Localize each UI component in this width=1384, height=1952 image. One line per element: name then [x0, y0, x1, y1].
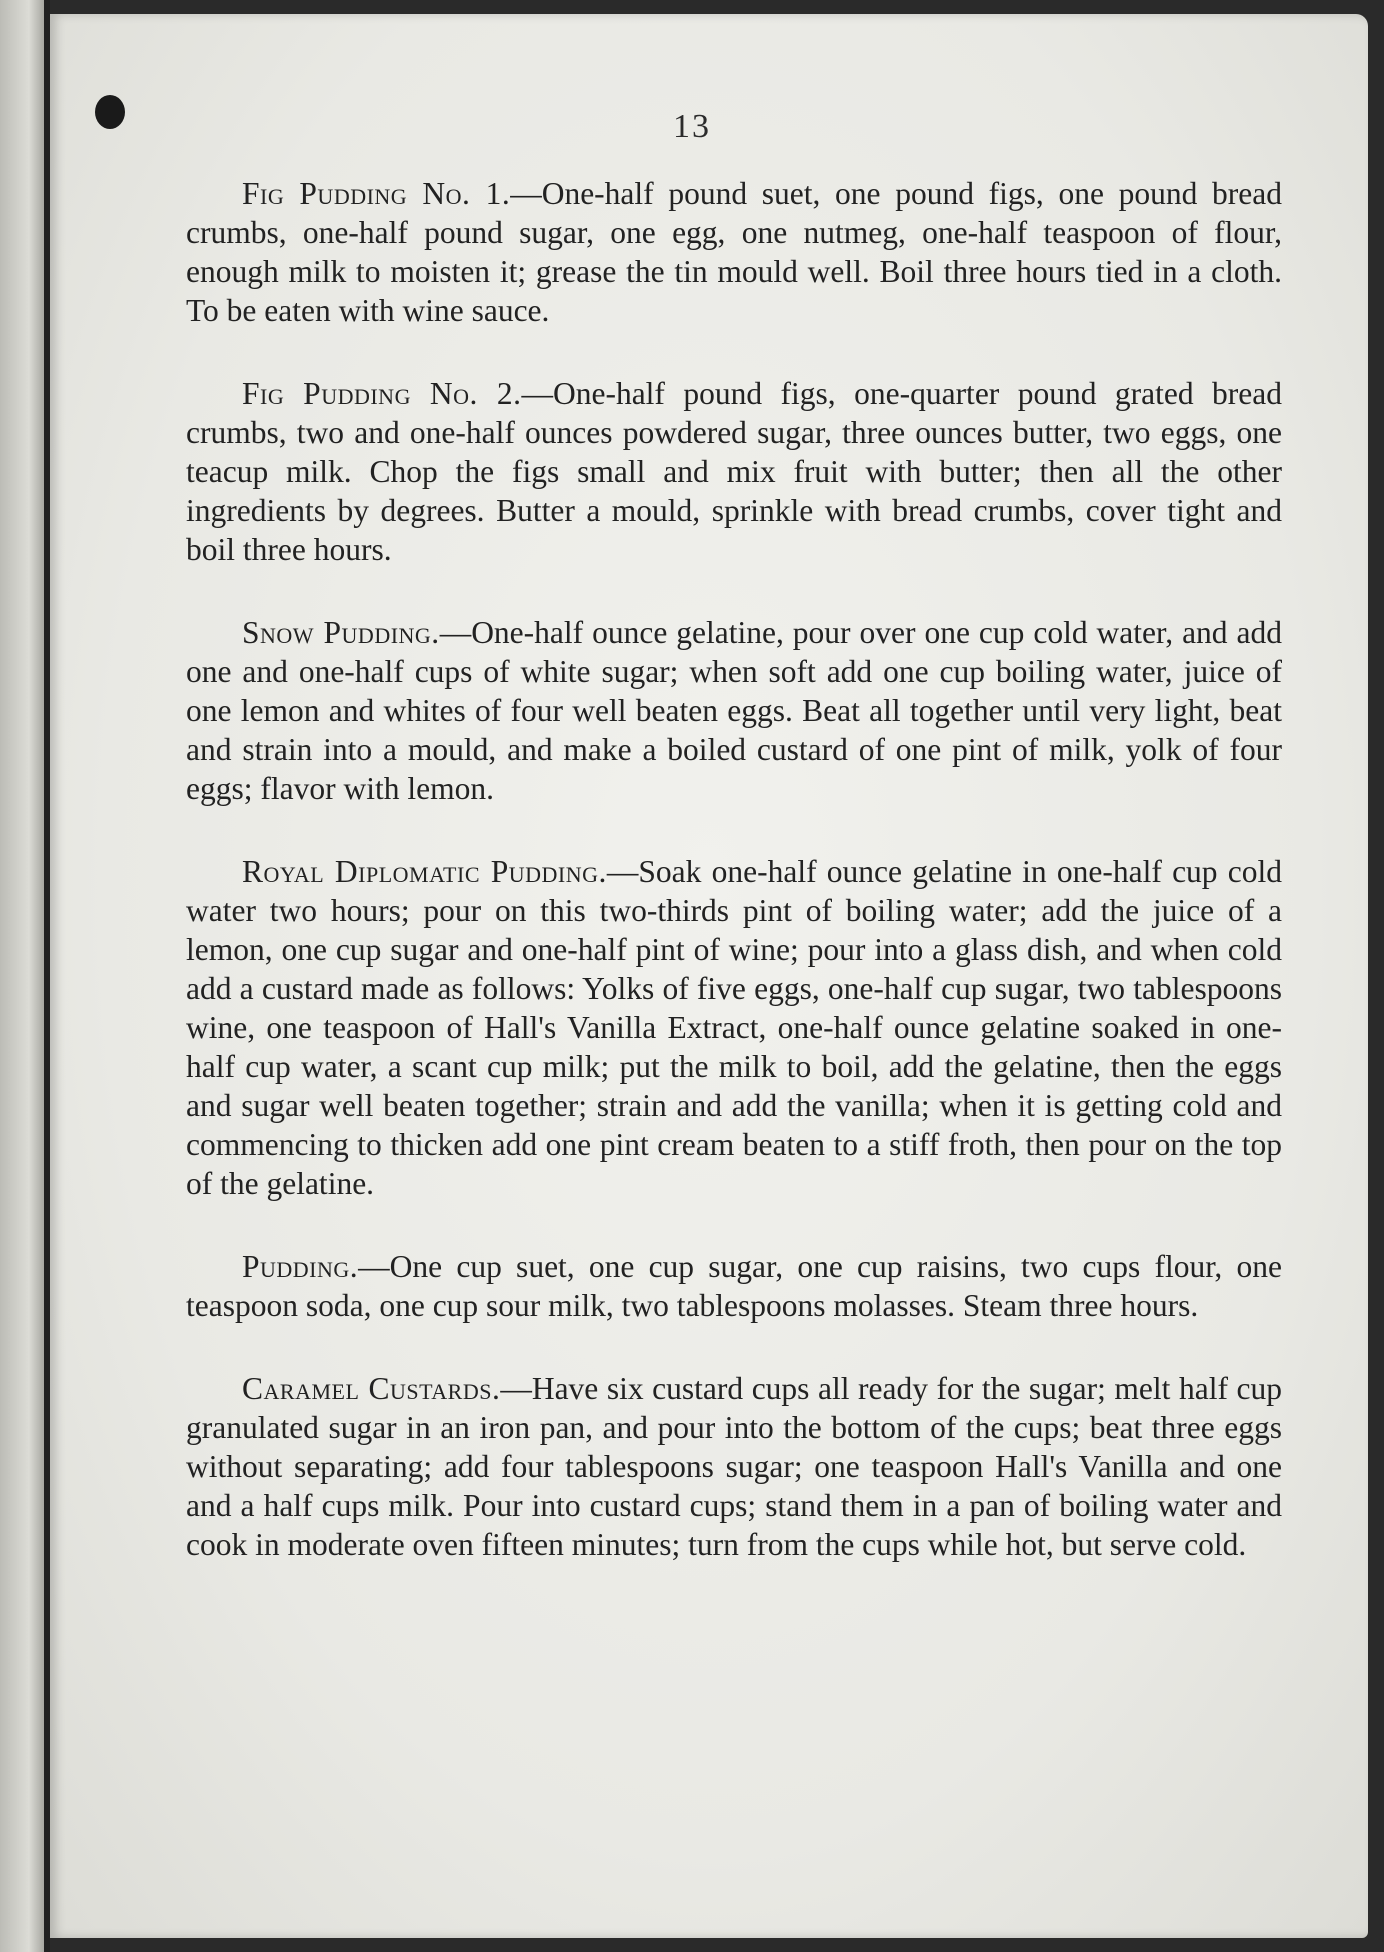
recipe-snow-pudding — [186, 613, 1282, 808]
recipe-title: Royal Diplomatic Pudding. — [242, 854, 607, 889]
recipe-title: Fig Pudding No. 1. — [242, 176, 511, 211]
page-number: 13 — [673, 108, 711, 145]
previous-page-edge — [0, 0, 48, 1952]
recipe-title: Snow Pudding. — [242, 615, 440, 650]
recipe-pudding — [186, 1247, 1282, 1325]
recipe-text: —One-half pound figs, one-quarter pound grated bread crumbs, two and one-half ounces powdered sugar, three ounces butter, two eggs, one teacup milk. Chop the figs small and mix fruit with butter; then all the other ingredients by degrees. Butter a mould, sprinkle with bread crumbs, cover tight and boil three hours. — [186, 376, 1283, 567]
recipe-title: Caramel Custards. — [242, 1371, 501, 1406]
recipe-fig-pudding-2 — [186, 374, 1282, 569]
recipe-text: —One-half ounce gelatine, pour over one cup cold water, and add one and one-half cups of white sugar; when soft add one cup boiling water, juice of one lemon and whites of four well beaten eggs. Beat all together until very light, beat and strain into a mould, and make a boiled custard of one pint of milk, yolk of four eggs; flavor with lemon. — [186, 615, 1282, 806]
recipe-text: —One cup suet, one cup sugar, one cup raisins, two cups flour, one teaspoon soda, one cup sour milk, two tablespoons molasses. Steam three hours. — [186, 1249, 1282, 1323]
recipe-caramel-custards — [186, 1369, 1282, 1564]
recipe-list — [186, 174, 1282, 1608]
recipe-fig-pudding-1 — [186, 174, 1282, 330]
recipe-text: —Soak one-half ounce gelatine in one-half cup cold water two hours; pour on this two-thirds pint of boiling water; add the juice of a lemon, one cup sugar and one-half pint of wine; pour into a glass dish, and when cold add a custard made as follows: Yolks of five eggs, one-half cup sugar, two tablespoons wine, one teaspoon of Hall's Vanilla Extract, one-half ounce gelatine soaked in one-half cup water, a scant cup milk; put the milk to boil, add the gelatine, then the eggs and sugar well beaten together; strain and add the vanilla; when it is getting cold and commencing to thicken add one pint cream beaten to a stiff froth, then pour on the top of the gelatine. — [186, 854, 1283, 1201]
recipe-text: —Have six custard cups all ready for the sugar; melt half cup granulated sugar in an iron pan, and pour into the bottom of the cups; beat three eggs without separating; add four tablespoons sugar; one teaspoon Hall's Vanilla and one and a half cups milk. Pour into custard cups; stand them in a pan of boiling water and cook in moderate oven fifteen minutes; turn from the cups while hot, but serve cold. — [186, 1371, 1282, 1562]
recipe-royal-diplomatic-pudding — [186, 852, 1282, 1203]
recipe-text: —One-half pound suet, one pound figs, one pound bread crumbs, one-half pound sugar, one egg, one nutmeg, one-half teaspoon of flour, enough milk to moisten it; grease the tin mould well. Boil three hours tied in a cloth. To be eaten with wine sauce. — [186, 176, 1282, 328]
recipe-title: Fig Pudding No. 2. — [242, 376, 522, 411]
recipe-title: Pudding. — [242, 1249, 359, 1284]
